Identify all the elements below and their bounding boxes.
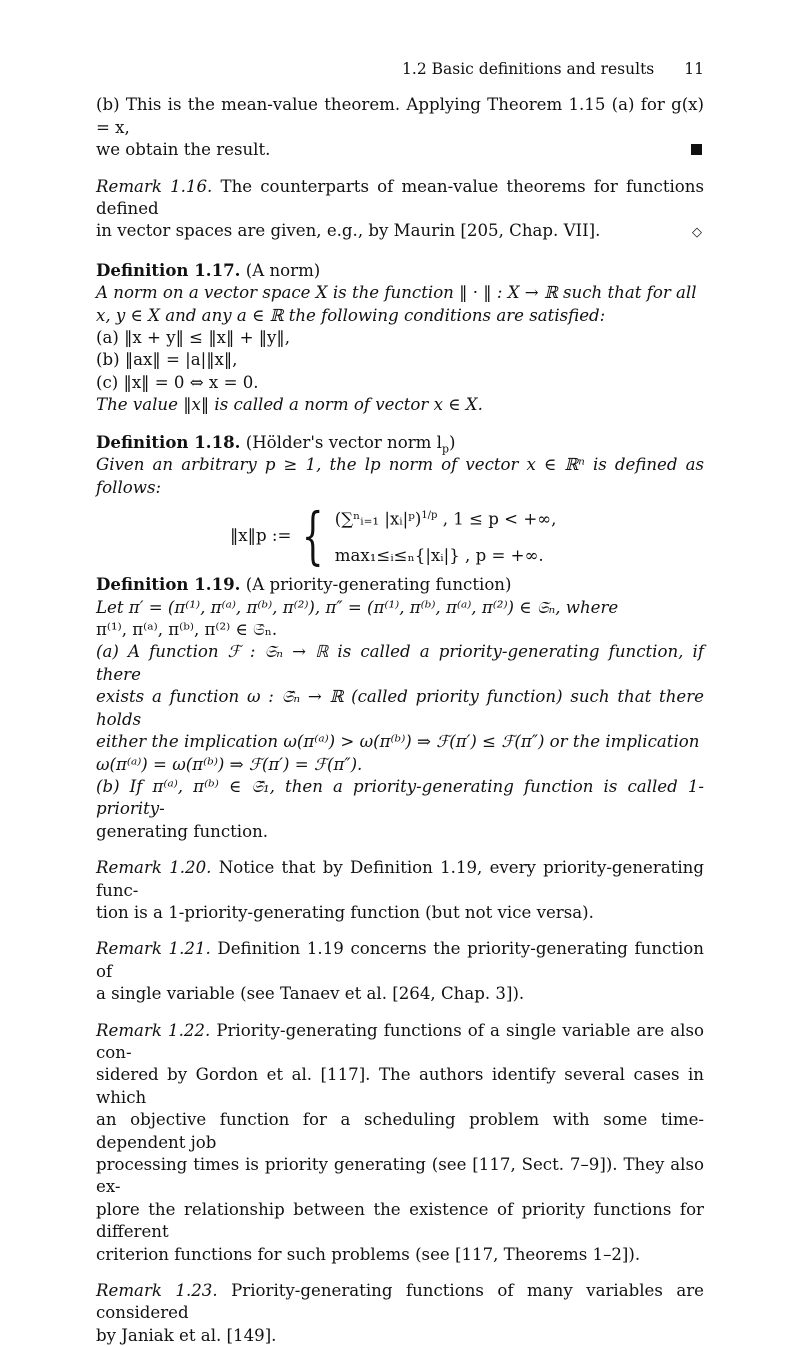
remark-label: Remark 1.23. <box>96 1281 218 1301</box>
definition-1-19: Definition 1.19. (A priority-generating function) Let π′ = (π⁽¹⁾, π⁽ᵃ⁾, π⁽ᵇ⁾, π⁽²⁾), π″ = (π⁽¹⁾, π⁽ᵇ⁾, π⁽ᵃ⁾, π⁽²⁾) ∈ 𝔖ₙ, where π⁽¹⁾, π⁽ᵃ⁾, π⁽ᵇ⁾, π⁽²⁾ ∈ 𝔖̂ₙ. (a) A function ℱ : 𝔖ₙ → ℝ is called a priority-generating function, if there exists a function ω : 𝔖̂ₙ → ℝ (called priority function) such that there holds either the implication ω(π⁽ᵃ⁾) > ω(π⁽ᵇ⁾) ⇒ ℱ(π′) ≤ ℱ(π″) or the implication ω(π⁽ᵃ⁾) = ω(π⁽ᵇ⁾) ⇒ ℱ(π′) = ℱ(π″). (b) If π⁽ᵃ⁾, π⁽ᵇ⁾ ∈ 𝔖̂₁, then a priority-generating function is called 1-priority- generating function. <box>96 574 704 841</box>
definition-1-17: Definition 1.17. (A norm) A norm on a vector space X is the function ‖ · ‖ : X → ℝ such that for all x, y ∈ X and any a ∈ ℝ the following conditions are satisfied: (a) ‖x + y‖ ≤ ‖x‖ + ‖y‖, (b) ‖ax‖ = |a|‖x‖, (c) ‖x‖ = 0 ⇔ x = 0. The value ‖x‖ is called a norm of vector x ∈ X. <box>96 259 697 415</box>
page-number: 11 <box>684 60 704 78</box>
lp-norm-formula: ‖x‖p := { (∑ⁿᵢ₌₁ |xᵢ|ᵖ)$^{1/p}$ , 1 ≤ p < +∞, max₁≤ᵢ≤ₙ{|xᵢ|} , p = +∞. <box>230 499 557 573</box>
remark-1-20: Remark 1.20. Notice that by Definition 1.19, every priority-generating func- tion is a 1-priority-generating function (but not vice versa). <box>96 858 704 922</box>
remark-1-21: Remark 1.21. Definition 1.19 concerns the priority-generating function of a single variable (see Tanaev et al. [264, Chap. 3]). <box>96 939 704 1004</box>
definition-1-18: Definition 1.18. (Hölder's vector norm $l_p$) Given an arbitrary p ≥ 1, the lp norm of vector x ∈ ℝⁿ is defined as follows: <box>96 431 704 497</box>
case-finite-p: (∑ⁿᵢ₌₁ |xᵢ|ᵖ)$^{1/p}$ , 1 ≤ p < +∞, <box>334 509 557 529</box>
end-remark-diamond-icon: ◇ <box>692 225 702 241</box>
remark-label: Remark 1.20. <box>96 858 212 878</box>
remark-1-23: Remark 1.23. Priority-generating functions of many variables are considered by Janiak et al. [149]. <box>96 1281 704 1345</box>
definition-label: Definition 1.18. <box>96 431 241 452</box>
remark-1-16: Remark 1.16. The counterparts of mean-value theorems for functions defined in vector spaces are given, e.g., by Maurin [205, Chap. VII]. ◇ <box>96 176 704 245</box>
proof-part-b: (b) This is the mean-value theorem. Applying Theorem 1.15 (a) for g(x) = x, we obtain the result. <box>96 95 704 160</box>
qed-square-icon <box>691 144 702 155</box>
definition-label: Definition 1.17. <box>96 259 241 280</box>
remark-label: Remark 1.16. <box>96 176 213 196</box>
book-page <box>96 58 704 1347</box>
remark-label: Remark 1.22. <box>96 1020 211 1040</box>
section-title: 1.2 Basic definitions and results <box>402 60 655 78</box>
case-infinite-p: max₁≤ᵢ≤ₙ{|xᵢ|} , p = +∞. <box>334 545 544 565</box>
remark-1-22: Remark 1.22. Priority-generating functions of a single variable are also con- sidered by Gordon et al. [117]. The authors identify several cases in which an objective function for a scheduling problem with some time-dependent job processing times is priority generating (see [117, Sect. 7–9]). They also ex- plore the relationship between the existence of priority functions for different criterion functions for such problems (see [117, Theorems 1–2]). <box>96 1020 704 1264</box>
remark-label: Remark 1.21. <box>96 939 211 959</box>
definition-label: Definition 1.19. <box>96 574 241 595</box>
left-brace-icon: { <box>302 499 324 573</box>
running-header <box>96 58 704 80</box>
